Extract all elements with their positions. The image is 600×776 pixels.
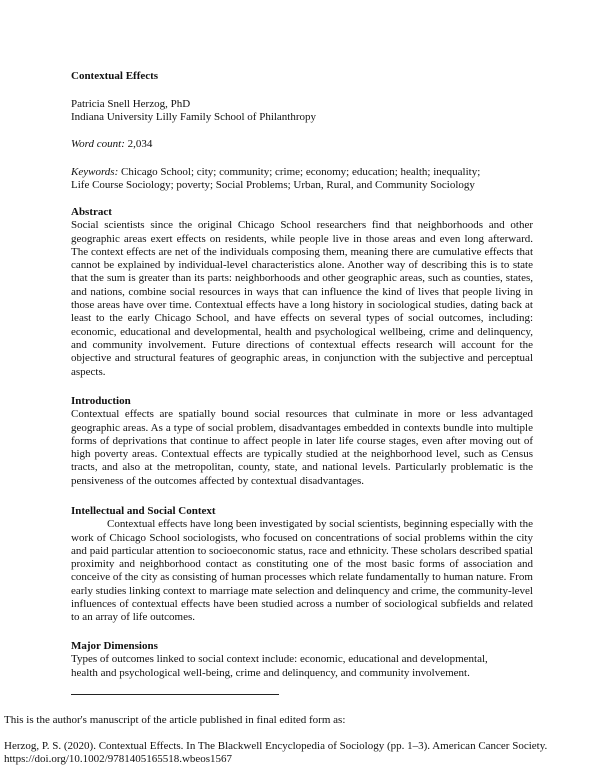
intellectual-context-section [71,505,533,625]
keywords [71,166,533,193]
introduction-section [71,395,533,488]
author-block [71,98,533,125]
intellectual-context-heading: Intellectual and Social Context [71,505,216,517]
article-title: Contextual Effects [71,70,159,82]
keywords-line-1: Chicago School; city; community; crime; economy; education; health; inequality; [121,166,481,178]
word-count-value: 2,034 [127,138,153,150]
introduction-text: Contextual effects are spatially bound social resources that culminate in more or less advantaged geographic areas. As a type of social problem, disadvantages embedded in contexts bundle into multiple forms of deprivations that continue to affect people in later life course stages, even after moving out of high poverty areas. Contextual effects are typically studied at the neighborhood level, such as Census tracts, and also at the metropolitan, county, state, and national levels. Particularly problematic is the pensiveness of the outcomes affected by contextual disadvantages. [71,408,533,487]
word-count [71,138,533,151]
keywords-line-2: Life Course Sociology; poverty; Social Problems; Urban, Rural, and Community Sociology [71,179,475,192]
abstract-heading: Abstract [71,206,112,218]
citation [4,740,564,767]
author-affiliation: Indiana University Lilly Family School of Philanthropy [71,111,317,124]
citation-line-1: Herzog, P. S. (2020). Contextual Effects. In The Blackwell Encyclopedia of Sociology (pp. 1–3). American Cancer Society. [4,740,548,752]
abstract-section [71,206,533,379]
introduction-heading: Introduction [71,395,131,407]
keywords-label: Keywords: [71,166,119,178]
manuscript-note: This is the author's manuscript of the article published in final edited form as: [4,714,346,726]
author-name: Patricia Snell Herzog, PhD [71,98,191,110]
major-dimensions-line-2: health and psychological well-being, crime and delinquency, and community involvement. [71,666,470,679]
intellectual-context-text: Contextual effects have long been investigated by social scientists, beginning especially with the work of Chicago School sociologists, who focused on concentrations of social problems within the city and paid particular attention to socioeconomic status, race and ethnicity. These scholars described spatial proximity and neighborhood contact as constituting one of the most basic forms of association and conceive of the city as consisting of human processes which relate fundamentally to human nature. From early studies linking context to marriage mate selection and delinquency and crime, the community-level influences of contextual effects have been studied across a number of sociological subfields and related to an array of life outcomes. [71,518,533,624]
abstract-text: Social scientists since the original Chicago School researchers find that neighborhoods and other geographic areas exert effects on residents, while people live in those areas and even long afterward. The context effects are net of the individuals composing them, meaning there are cumulative effects that cannot be explained by individual-level characteristics alone. Another way of describing this is to state that the sum is greater than its parts: neighborhoods and other geographic areas, such as counties, states, and nations, combine social resources in ways that can influence the kind of lives that people living in those areas have over time. Contextual effects have a long history in sociological studies, dating back at least to the early Chicago School, and have effects on several types of social outcomes, including: economic, educational and developmental, health and psychological wellbeing, crime and delinquency, and community involvement. Future directions of contextual effects research will account for the objective and structural features of geographic areas, in conjunction with the subjective and perceptual aspects. [71,219,533,378]
citation-doi-link[interactable]: https://doi.org/10.1002/9781405165518.wbeos1567 [4,753,233,766]
major-dimensions-section [71,640,533,680]
word-count-label: Word count: [71,138,125,150]
major-dimensions-heading: Major Dimensions [71,640,158,652]
intellectual-context-paragraph [71,518,533,624]
footnote-divider [71,694,279,695]
major-dimensions-line-1: Types of outcomes linked to social context include: economic, educational and developmental, [71,653,488,666]
